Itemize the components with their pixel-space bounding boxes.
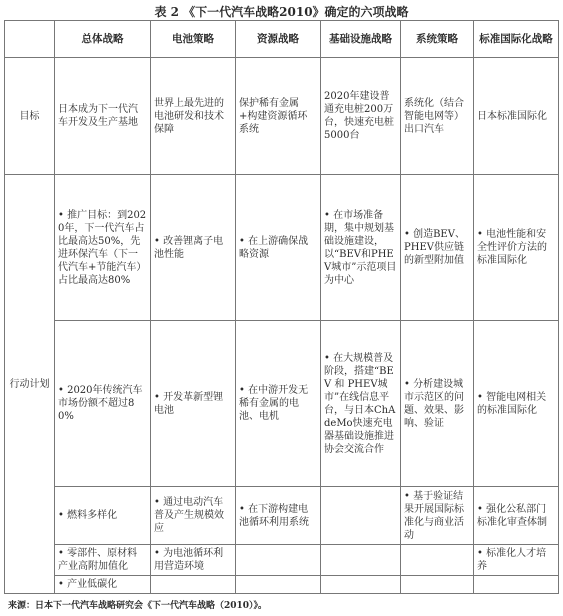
bullet-text: • 在市场准备期，集中规划基础设施建设，以“BEV和PHEV城市”示范项目为中心: [324, 210, 396, 286]
bullet-text: • 推广目标：到2020年，下一代汽车占比最高达50%，先进环保汽车（下一代汽车+节能汽车）占比最高达80%: [58, 210, 146, 286]
table-cell: [151, 321, 236, 487]
action-row: [5, 545, 559, 576]
table-cell: 系统化（结合智能电网等）出口汽车: [401, 58, 474, 175]
table-cell: [236, 321, 321, 487]
table-cell: [55, 321, 151, 487]
strategy-table: [4, 20, 559, 594]
header-cell: [5, 21, 55, 58]
table-cell: [236, 545, 321, 576]
bullet-text: • 在下游构建电池循环利用系统: [239, 504, 309, 528]
goal-row: [5, 58, 559, 175]
header-cell: 基础设施战略: [321, 21, 401, 58]
table-cell: [474, 321, 559, 487]
table-cell: [151, 175, 236, 321]
bullet-text: • 基于验证结果开展国际标准化与商业活动: [404, 491, 464, 541]
bullet-text: • 改善锂离子电池性能: [154, 236, 223, 260]
table-cell: [55, 487, 151, 545]
header-cell: 标准国际化战略: [474, 21, 559, 58]
bullet-text: • 创造BEV、PHEV供应链的新型附加值: [404, 229, 465, 266]
table-cell: 保护稀有金属+构建资源循环系统: [236, 58, 321, 175]
table-cell: [474, 487, 559, 545]
bullet-text: • 产业低碳化: [58, 579, 117, 590]
bullet-text: • 燃料多样化: [58, 510, 117, 521]
table-cell: [321, 321, 401, 487]
table-cell: [55, 175, 151, 321]
table-cell: 日本成为下一代汽车开发及生产基地: [55, 58, 151, 175]
action-row: [5, 175, 559, 321]
table-cell: 日本标准国际化: [474, 58, 559, 175]
table-cell: [401, 545, 474, 576]
table-cell: [321, 487, 401, 545]
header-cell: 电池策略: [151, 21, 236, 58]
header-cell: 总体战略: [55, 21, 151, 58]
table-cell: [401, 576, 474, 594]
table-cell: [321, 545, 401, 576]
table-cell: [401, 487, 474, 545]
table-cell: [474, 576, 559, 594]
table-cell: [151, 545, 236, 576]
table-cell: [321, 175, 401, 321]
table-cell: [236, 487, 321, 545]
bullet-text: • 在中游开发无稀有金属的电池、电机: [239, 385, 308, 422]
table-cell: [401, 321, 474, 487]
bullet-text: • 通过电动汽车普及产生规模效应: [154, 497, 224, 534]
watermark-fade: [413, 598, 563, 616]
header-cell: 资源战略: [236, 21, 321, 58]
action-row: [5, 576, 559, 594]
bullet-text: • 2020年传统汽车市场份额不超过80%: [58, 385, 143, 422]
bullet-text: • 标准化人才培养: [477, 548, 546, 572]
bullet-text: • 分析建设城市示范区的问题、效果、影响、验证: [404, 379, 464, 429]
table-cell: [401, 175, 474, 321]
table-cell: [236, 175, 321, 321]
row-label-action: 行动计划: [5, 175, 55, 594]
table-cell: [321, 576, 401, 594]
bullet-text: • 强化公私部门标准化审查体制: [477, 504, 547, 528]
table-title: 表 2 《下一代汽车战略2010》确定的六项战略: [154, 5, 409, 19]
bullet-text: • 智能电网相关的标准国际化: [477, 392, 546, 416]
row-label-goal: 目标: [5, 58, 55, 175]
table-cell: [474, 175, 559, 321]
table-cell: 2020年建设普通充电桩200万台，快速充电桩5000台: [321, 58, 401, 175]
table-cell: [474, 545, 559, 576]
table-cell: [55, 576, 151, 594]
table-cell: [151, 487, 236, 545]
bullet-text: • 零部件、原材料产业高附加值化: [58, 548, 137, 572]
header-cell: 系统策略: [401, 21, 474, 58]
table-cell: [236, 576, 321, 594]
table-cell: [55, 545, 151, 576]
action-row: [5, 321, 559, 487]
table-cell: [151, 576, 236, 594]
header-row: [5, 21, 559, 58]
bullet-text: • 在上游确保战略资源: [239, 236, 308, 260]
source-note: 来源：日本下一代汽车战略研究会《下一代汽车战略（2010）》。: [8, 601, 268, 611]
bullet-text: • 电池性能和安全性评价方法的标准国际化: [477, 229, 547, 266]
bullet-text: • 为电池循环利用营造环境: [154, 548, 223, 572]
bullet-text: • 在大规模普及阶段，搭建“BEV 和 PHEV城市”在线信息平台，与日本ChAdeMo快速充电器基础设施推进协会交流合作: [324, 353, 395, 455]
bullet-text: • 开发革新型锂电池: [154, 392, 223, 416]
action-row: [5, 487, 559, 545]
table-cell: 世界上最先进的电池研发和技术保障: [151, 58, 236, 175]
